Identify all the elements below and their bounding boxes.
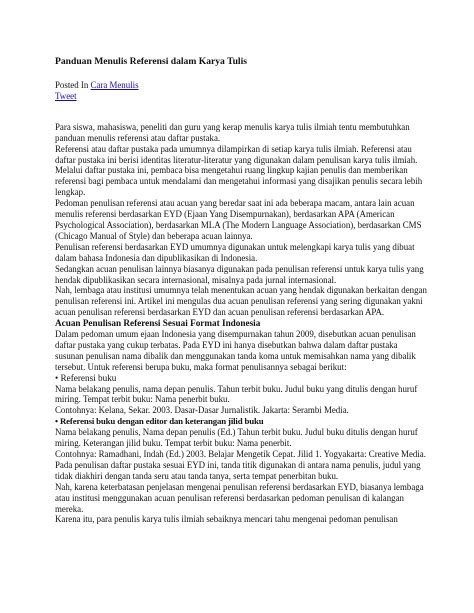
paragraph: Penulisan referensi berdasarkan EYD umumnya digunakan untuk melengkapi karya tulis yang dibuat dalam bahasa Indonesia dan dipublikasikan di Indonesia. <box>55 241 415 263</box>
paragraph: Referensi atau daftar pustaka pada umumnya dilampirkan di setiap karya tulis ilmiah. Referensi atau daftar pustaka ini berisi identitas literatur-literatur yang digunakan dalam penulisan karya tulis ilmiah. <box>55 143 418 165</box>
document-content <box>55 56 427 525</box>
bullet-reference-book-editor: • Referensi buku dengan editor dan keterangan jilid buku <box>55 416 264 427</box>
post-meta <box>55 80 427 91</box>
spacer <box>55 102 427 122</box>
paragraph: Melalui daftar pustaka ini, pembaca bisa mengetahui ruang lingkup kajian penulis dan memberikan referensi bagi pembaca untuk mendalami dan mengetahui informasi yang disajikan penulis secara lebih lengkap. <box>55 165 423 198</box>
bullet-reference-book: • Referensi buku <box>55 372 117 383</box>
bullet-1-example: Contohnya: Kelana, Sekar. 2003. Dasar-Dasar Jurnalistik. Jakarta: Serambi Media. <box>55 405 349 416</box>
tweet-row <box>55 91 427 102</box>
bullet-2-format: Nama belakang penulis, Nama depan penulis (Ed.) Tahun terbit buku. Judul buku ditulis dengan huruf miring. Keterangan jilid buku. Tempat terbit buku: Nama penerbit. <box>55 427 418 449</box>
closing-paragraph: Nah, karena keterbatasan penjelasan mengenai penulisan referensi berdasarkan EYD, biasanya lembaga atau institusi menggunakan acuan penulisan referensi berdasarkan pedoman penulisan di kalangan mereka. <box>55 481 424 514</box>
paragraph: Pedoman penulisan referensi atau acuan yang beredar saat ini ada beberapa macam, antara lain acuan menulis referensi berdasarkan EYD (Ejaan Yang Disempurnakan), berdasarkan APA (American Psychological Association), berdasarkan MLA (The Modern Language Association), berdasarkan CMS (Chicago Manual of Style) dan beberapa acuan lainnya. <box>55 198 422 241</box>
closing-paragraph: Pada penulisan daftar pustaka sesuai EYD ini, tanda titik digunakan di antara nama penulis, judul yang tidak diakhiri dengan tanda seru atau tanda tanya, serta tempat penerbitan buku. <box>55 459 421 481</box>
paragraph: Para siswa, mahasiswa, peneliti dan guru yang kerap menulis karya tulis ilmiah tentu membutuhkan panduan menulis referensi atau daftar pustaka. <box>55 121 410 143</box>
posted-in-label: Posted In <box>55 80 89 90</box>
paragraph: Sedangkan acuan penulisan lainnya biasanya digunakan pada penulisan referensi untuk karya tulis yang hendak dipublikasikan secara internasional, misalnya pada jurnal internasional. <box>55 263 424 285</box>
document-title: Panduan Menulis Referensi dalam Karya Tulis <box>55 56 247 67</box>
section-intro: Dalam pedoman umum ejaan Indonesia yang disempurnakan tahun 2009, disebutkan acuan penulisan daftar pustaka yang cukup terbatas. Pada EYD ini hanya disebutkan bahwa dalam daftar pustaka susunan penulisan nama dibalik dan menggunakan tanda koma untuk memisahkan nama yang dibalik tersebut. Untuk referensi berupa buku, maka format penulisannya sebagai berikut: <box>55 329 416 372</box>
bullet-1-format: Nama belakang penulis, nama depan penulis. Tahun terbit buku. Judul buku yang ditulis dengan huruf miring. Tempat terbit buku: Nama penerbit buku. <box>55 383 418 405</box>
closing-paragraph: Karena itu, para penulis karya tulis ilmiah sebaiknya mencari tahu mengenai pedoman penulisan <box>55 514 398 525</box>
bullet-2-example: Contohnya: Ramadhani, Indah (Ed.) 2003. Belajar Mengetik Cepat. Jilid 1. Yogyakarta: Creative Media. <box>55 449 426 459</box>
category-link[interactable]: Cara Menulis <box>90 80 139 90</box>
section-heading: Acuan Penulisan Referensi Sesuai Format Indonesia <box>55 318 261 329</box>
tweet-link[interactable]: Tweet <box>55 90 77 101</box>
paragraph: Nah, lembaga atau institusi umumnya telah menentukan acuan yang hendak digunakan berkaitan dengan penulisan referensi ini. Artikel ini mengulas dua acuan penulisan referensi yang sering digunakan yakni acuan penulisan referensi berdasarkan EYD dan acuan penulisan referensi berdasarkan APA. <box>55 285 427 318</box>
